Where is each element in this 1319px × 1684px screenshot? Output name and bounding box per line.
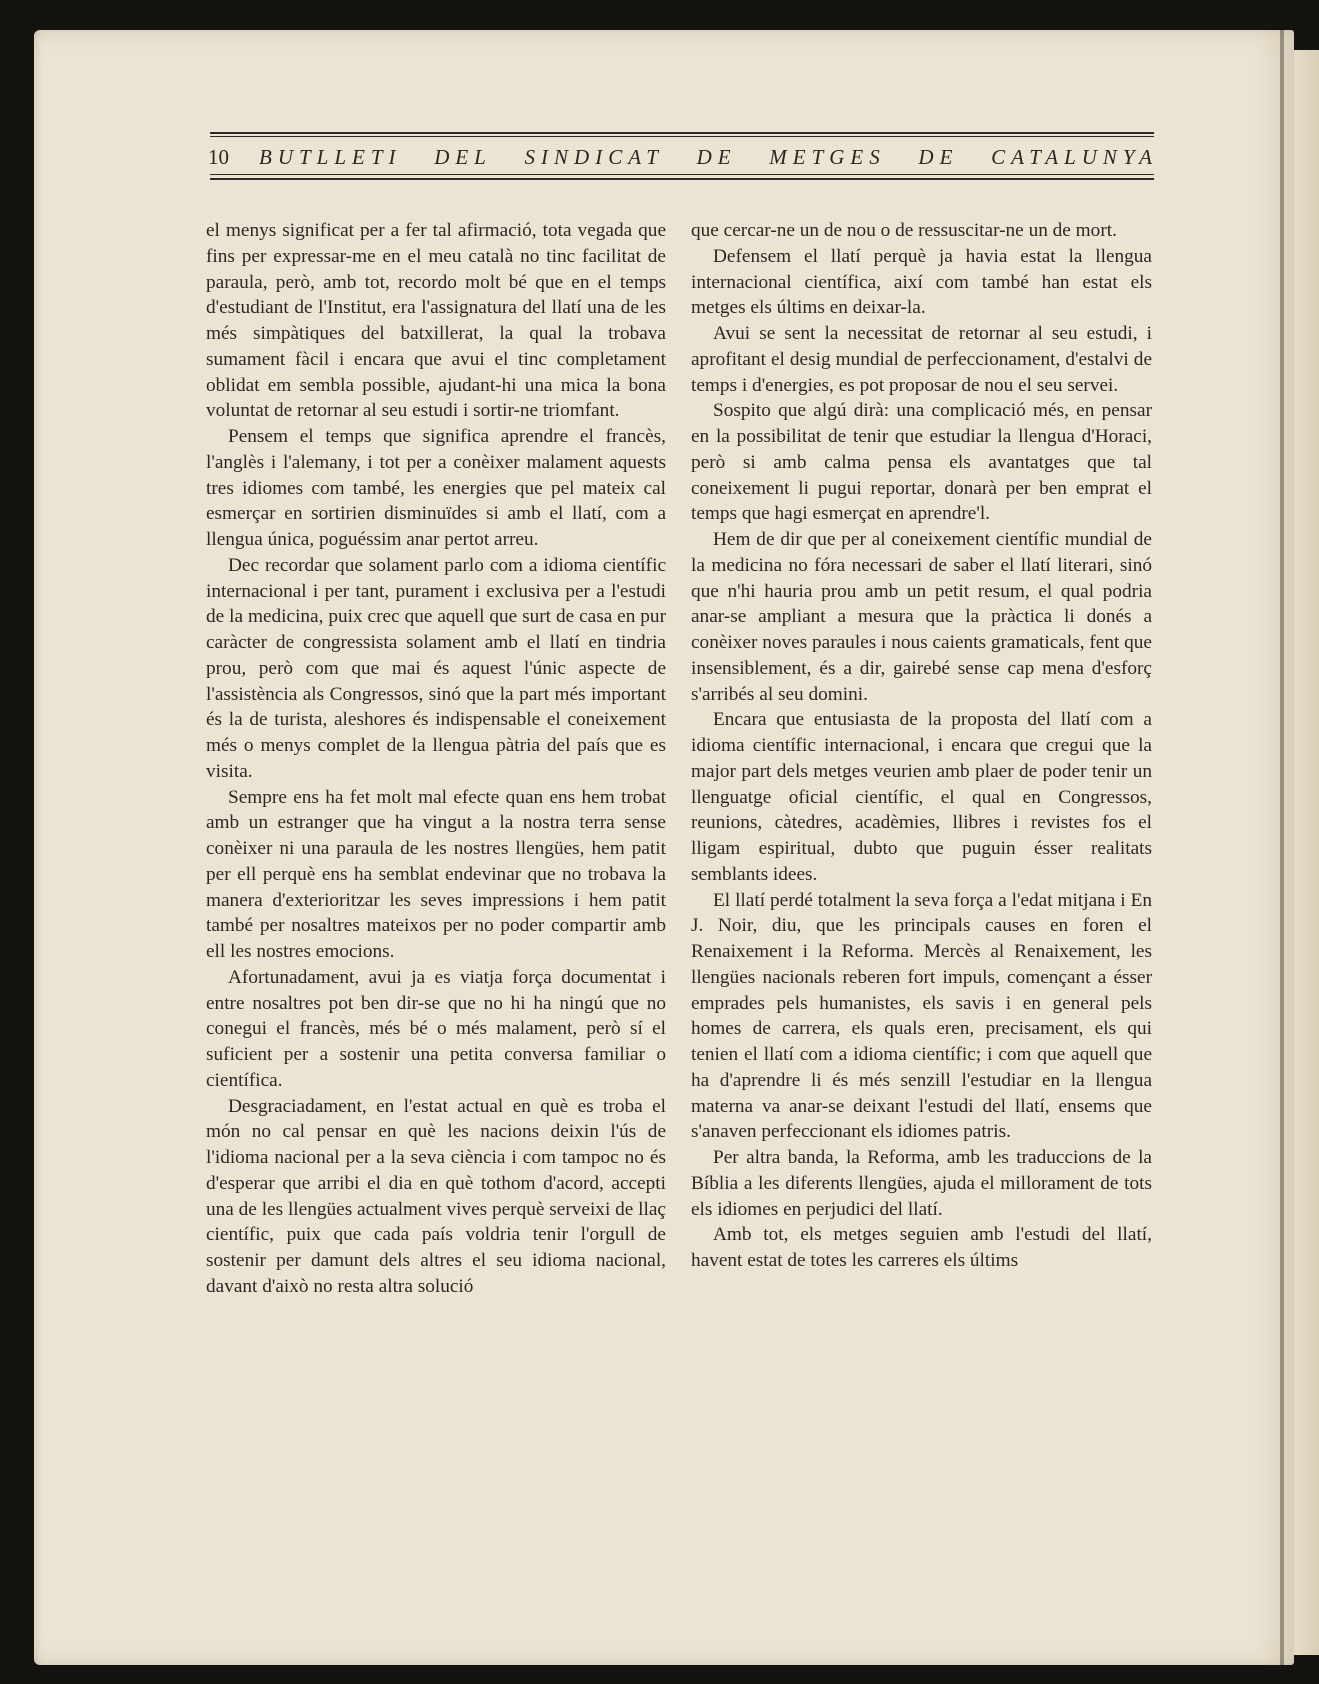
- paragraph: Afortunadament, avui ja es viatja força documentat i entre nosaltres pot ben dir-se que no hi ha ningú que no conegui el francès, més bé o més malament, però sí el suficient per a sostenir una petita conversa familiar o científica.: [206, 966, 666, 1091]
- right-text-column: [691, 218, 1152, 1274]
- title-word: SINDICAT: [524, 145, 664, 169]
- title-word: METGES: [769, 145, 886, 169]
- page-edge-shadow: [1280, 30, 1284, 1665]
- header-top-rule-thin: [210, 136, 1154, 137]
- header-bottom-rule: [210, 178, 1154, 180]
- paragraph: Dec recordar que solament parlo com a idioma científic internacional i per tant, purament i exclusiva per a l'estudi de la medicina, puix crec que aquell que surt de casa en pur caràcter de congressista solament amb el llatí en tindria prou, però com que mai és aquest l'únic aspecte de l'assistència als Congressos, sinó que la part més important és la de turista, aleshores és indispensable el coneixement més o menys complet de la llengua pàtria del país que es visita.: [206, 554, 666, 782]
- paragraph: Per altra banda, la Reforma, amb les traduccions de la Bíblia a les diferents llengües, ajuda el millorament de tots els idiomes en perjudici del llatí.: [691, 1147, 1152, 1220]
- title-word: DEL: [434, 145, 492, 169]
- paragraph: Sospito que algú dirà: una complicació més, en pensar en la possibilitat de tenir que estudiar la llengua d'Horaci, però si amb calma pensa els avantatges que tal coneixement li pugui reportar, donarà per ben emprat el temps que hagi esmerçat en aprendre'l.: [691, 400, 1152, 525]
- paragraph: Sempre ens ha fet molt mal efecte quan ens hem trobat amb un estranger que ha vingut a la nostra terra sense conèixer ni una paraula de les nostres llengües, hem patit per ell perquè ens ha semblat endevinar que no trobava la manera d'exterioritzar les seves impressions i hem patit també per nosaltres mateixos per no poder compartir amb ell les nostres emocions.: [206, 786, 666, 962]
- left-text-column: [206, 218, 666, 1300]
- title-word: DE: [696, 145, 737, 169]
- running-header: [208, 145, 1158, 175]
- title-word: DE: [918, 145, 959, 169]
- header-top-rule: [210, 132, 1154, 134]
- paragraph: Pensem el temps que significa aprendre el francès, l'anglès i l'alemany, i tot per a conèixer malament aquests tres idiomes com també, les energies que pel mateix cal esmerçar en sortirien disminuïdes si amb el llatí, com a llengua única, poguéssim anar pertot arreu.: [206, 426, 666, 550]
- paragraph: el menys significat per a fer tal afirmació, tota vegada que fins per expressar-me en el meu català no tinc facilitat de paraula, però, amb tot, recordo molt bé que en el temps d'estudiant de l'Institut, era l'assignatura del llatí una de les més simpàtiques del batxillerat, la qual la trobava sumament fàcil i encara que avui el tinc completament oblidat em sembla possible, ajudant-hi una mica la bona voluntat de retornar al seu estudi i sortir-ne triomfant.: [206, 220, 666, 422]
- paragraph: Encara que entusiasta de la proposta del llatí com a idioma científic internacional, i encara que cregui que la major part dels metges veurien amb plaer de poder tenir un llenguatge oficial científic, el qual en Congressos, reunions, càtedres, acadèmies, llibres i revistes fos el lligam espiritual, dubto que puguin ésser realitats semblants idees.: [691, 709, 1152, 885]
- journal-title: [259, 145, 1158, 170]
- title-word: BUTLLETI: [259, 145, 402, 169]
- paragraph: El llatí perdé totalment la seva força a l'edat mitjana i En J. Noir, diu, que les principals causes en foren el Renaixement i la Reforma. Mercès al Renaixement, les llengües nacionals reberen fort impuls, començant a ésser emprades pels humanistes, els savis i en general pels homes de carrera, els quals eren, precisament, els qui tenien el llatí com a idioma científic; i com que aquell que ha d'aprendre li és més senzill l'estudiar en la llengua materna va anar-se deixant l'estudi del llatí, ensems que s'anaven perfeccionant els idiomes patris.: [691, 889, 1152, 1143]
- header-bottom-rule-thin: [210, 174, 1154, 175]
- paragraph: Amb tot, els metges seguien amb l'estudi del llatí, havent estat de totes les carreres els últims: [691, 1224, 1152, 1271]
- page-number: 10: [208, 145, 229, 169]
- paragraph: que cercar-ne un de nou o de ressuscitar-ne un de mort.: [691, 220, 1117, 241]
- paragraph: Defensem el llatí perquè ja havia estat la llengua internacional científica, així com també han estat els metges els últims en deixar-la.: [691, 245, 1152, 319]
- paragraph: Desgraciadament, en l'estat actual en què es troba el món no cal pensar en què les nacions deixin l'ús de l'idioma nacional per a la seva ciència i com tampoc no és d'esperar que arribi el dia en què tothom d'acord, accepti una de les llengües actualment vives perquè serveixi de llaç científic, puix que cada país voldria tenir l'orgull de sostenir per damunt dels altres el seu idioma nacional, davant d'això no resta altra solució: [206, 1095, 666, 1297]
- title-word: CATALUNYA: [991, 145, 1158, 169]
- paragraph: Avui se sent la necessitat de retornar al seu estudi, i aprofitant el desig mundial de perfeccionament, d'estalvi de temps i d'energies, es pot proposar de nou el seu servei.: [691, 323, 1152, 396]
- paragraph: Hem de dir que per al coneixement científic mundial de la medicina no fóra necessari de saber el llatí literari, sinó que n'hi hauria prou amb un petit resum, el qual podria anar-se ampliant a mesura que la pràctica li donés a conèixer noves paraules i nous caients gramaticals, fent que insensiblement, és a dir, gairebé sense cap mena d'esforç s'arribés al seu domini.: [691, 529, 1152, 705]
